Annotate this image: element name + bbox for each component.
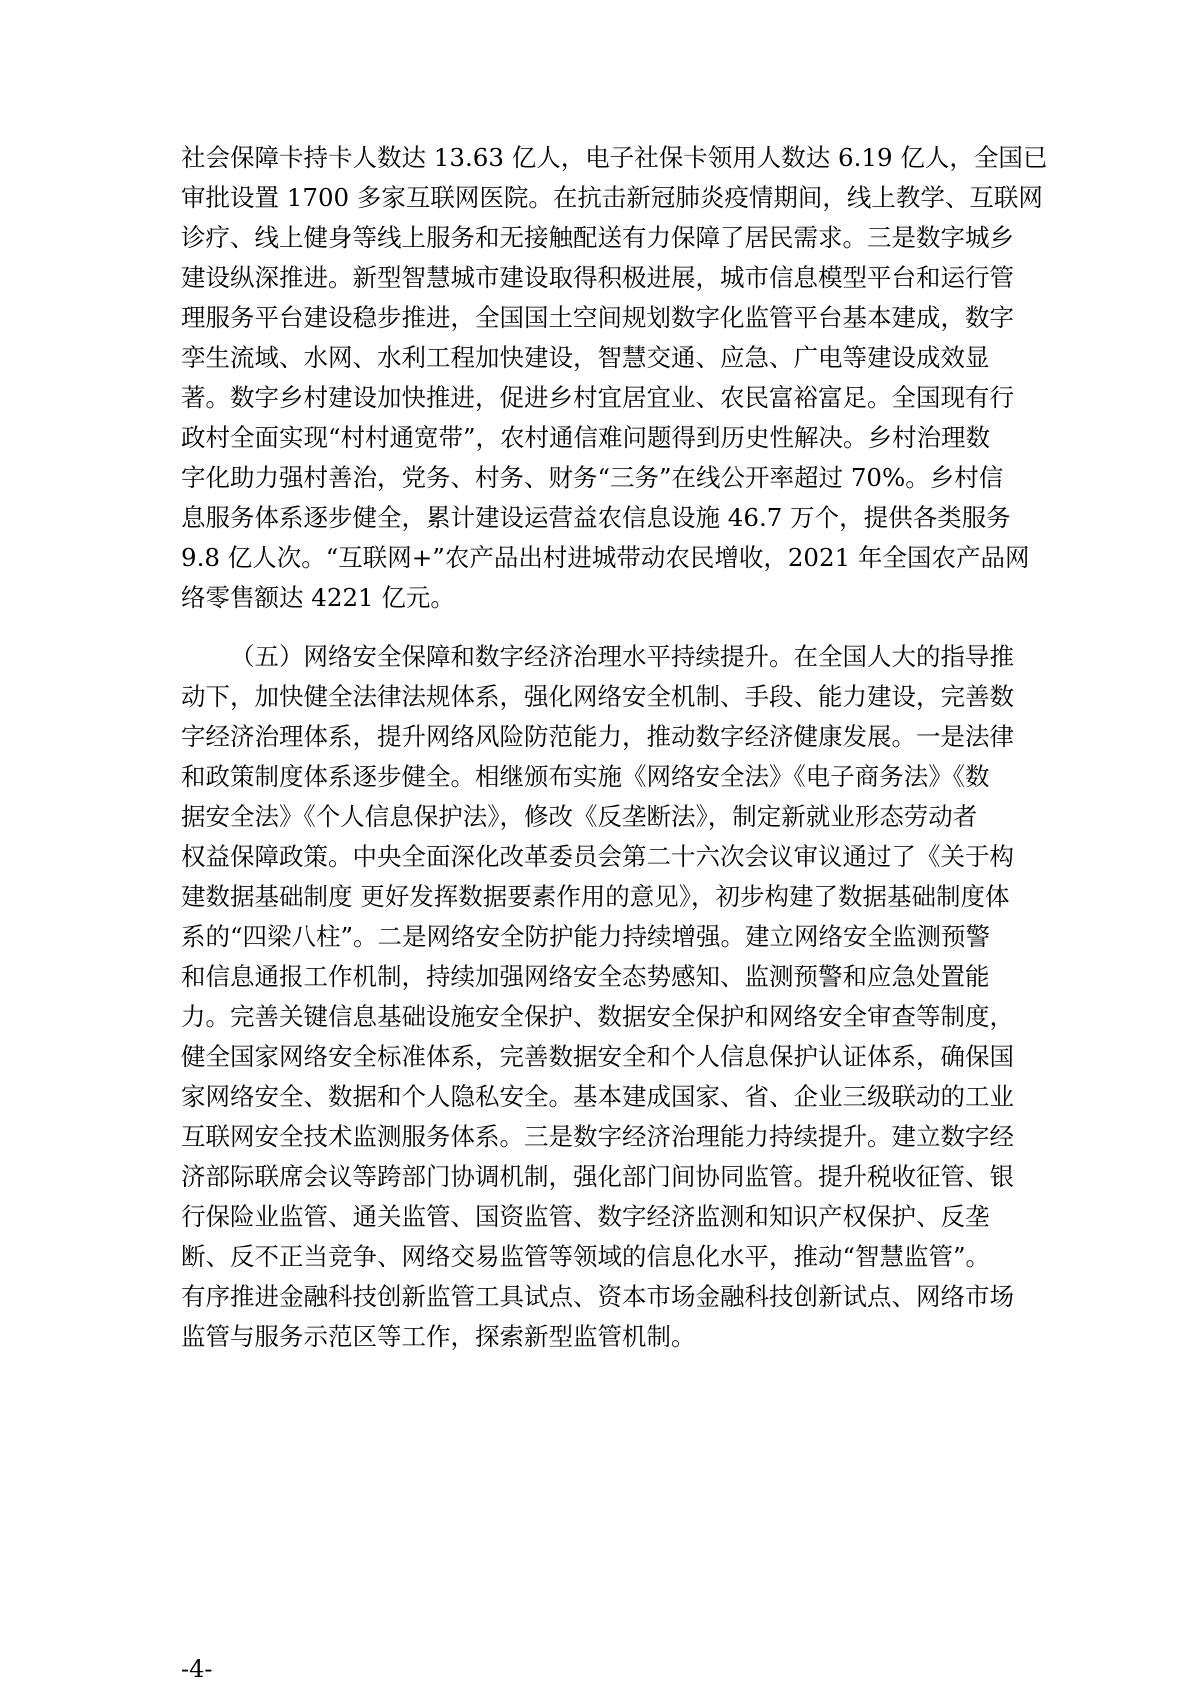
paragraph-2-line-10: 力。完善关键信息基础设施安全保护、数据安全保护和网络安全审查等制度， — [181, 1002, 1014, 1031]
paragraph-2-line-13: 互联网安全技术监测服务体系。三是数字经济治理能力持续提升。建立数字经 — [181, 1122, 1014, 1151]
paragraph-2-line-6: 权益保障政策。中央全面深化改革委员会第二十六次会议审议通过了《关于构 — [181, 842, 1014, 871]
paragraph-2-line-11: 健全国家网络安全标准体系，完善数据安全和个人信息保护认证体系，确保国 — [181, 1042, 1014, 1071]
paragraph-2-line-8: 系的“四梁八柱”。二是网络安全防护能力持续增强。建立网络安全监测预警 — [181, 922, 991, 951]
paragraph-1-line-1: 社会保障卡持卡人数达 13.63 亿人，电子社保卡领用人数达 6.19 亿人，全国已 — [181, 143, 1048, 172]
paragraph-1-line-5: 理服务平台建设稳步推进，全国国土空间规划数字化监管平台基本建成，数字 — [181, 303, 1014, 332]
paragraph-2-line-18: 监管与服务示范区等工作，探索新型监管机制。 — [181, 1322, 696, 1351]
paragraph-2-line-3: 字经济治理体系，提升网络风险防范能力，推动数字经济健康发展。一是法律 — [181, 722, 1014, 751]
paragraph-1-line-11: 9.8 亿人次。“互联网+”农产品出村进城带动农民增收，2021 年全国农产品网 — [181, 543, 1030, 572]
paragraph-2-line-2: 动下，加快健全法律法规体系，强化网络安全机制、手段、能力建设，完善数 — [181, 682, 1014, 711]
paragraph-2-line-7: 建数据基础制度 更好发挥数据要素作用的意见》，初步构建了数据基础制度体 — [181, 882, 1010, 911]
paragraph-1-line-10: 息服务体系逐步健全，累计建设运营益农信息设施 46.7 万个，提供各类服务 — [181, 503, 1011, 532]
paragraph-1-line-7: 著。数字乡村建设加快推进，促进乡村宜居宜业、农民富裕富足。全国现有行 — [181, 383, 1014, 412]
paragraph-1-line-8: 政村全面实现“村村通宽带”，农村通信难问题得到历史性解决。乡村治理数 — [181, 423, 991, 452]
paragraph-1-line-3: 诊疗、线上健身等线上服务和无接触配送有力保障了居民需求。三是数字城乡 — [181, 223, 1014, 252]
paragraph-2-line-4: 和政策制度体系逐步健全。相继颁布实施《网络安全法》《电子商务法》《数 — [181, 762, 990, 791]
page-number: -4- — [181, 1655, 213, 1683]
paragraph-2-line-1: （五）网络安全保障和数字经济治理水平持续提升。在全国人大的指导推 — [230, 642, 1014, 671]
paragraph-1-line-2: 审批设置 1700 多家互联网医院。在抗击新冠肺炎疫情期间，线上教学、互联网 — [181, 183, 1043, 212]
paragraph-1-line-4: 建设纵深推进。新型智慧城市建设取得积极进展，城市信息模型平台和运行管 — [181, 263, 1014, 292]
paragraph-2-line-17: 有序推进金融科技创新监管工具试点、资本市场金融科技创新试点、网络市场 — [181, 1282, 1014, 1311]
paragraph-1-line-12: 络零售额达 4221 亿元。 — [181, 583, 455, 612]
paragraph-1-line-6: 孪生流域、水网、水利工程加快建设，智慧交通、应急、广电等建设成效显 — [181, 343, 990, 372]
paragraph-2-line-5: 据安全法》《个人信息保护法》，修改《反垄断法》，制定新就业形态劳动者 — [181, 802, 978, 831]
paragraph-2-line-15: 行保险业监管、通关监管、国资监管、数字经济监测和知识产权保护、反垄 — [181, 1202, 990, 1231]
paragraph-1-line-9: 字化助力强村善治，党务、村务、财务“三务”在线公开率超过 70%。乡村信 — [181, 463, 1004, 492]
paragraph-2-line-14: 济部际联席会议等跨部门协调机制，强化部门间协同监管。提升税收征管、银 — [181, 1162, 1014, 1191]
paragraph-2-line-16: 断、反不正当竞争、网络交易监管等领域的信息化水平，推动“智慧监管”。 — [181, 1242, 991, 1271]
paragraph-2-line-9: 和信息通报工作机制，持续加强网络安全态势感知、监测预警和应急处置能 — [181, 962, 990, 991]
paragraph-2-line-12: 家网络安全、数据和个人隐私安全。基本建成国家、省、企业三级联动的工业 — [181, 1082, 1014, 1111]
